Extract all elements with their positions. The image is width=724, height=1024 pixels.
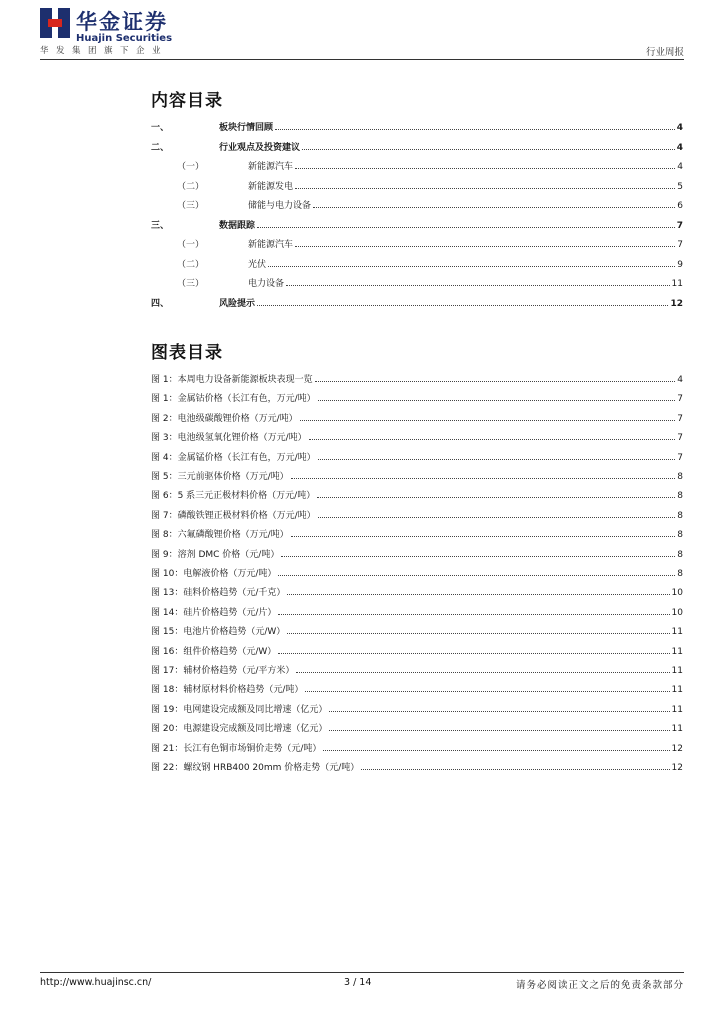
toc-entry-label: 新能源汽车 bbox=[248, 240, 294, 250]
toc-entry-label: 储能与电力设备 bbox=[248, 201, 312, 211]
figure-entry-label: 图 1：金属钴价格（长江有色，万元/吨） bbox=[151, 394, 316, 405]
dot-leader bbox=[309, 438, 676, 440]
dot-leader bbox=[278, 574, 675, 576]
figure-entry[interactable] bbox=[151, 487, 683, 501]
figure-entry[interactable] bbox=[151, 701, 683, 715]
toc-entry-number: （二） bbox=[177, 259, 205, 270]
toc-entry-number: （一） bbox=[177, 162, 205, 172]
dot-leader bbox=[361, 768, 669, 770]
figure-entry[interactable] bbox=[151, 584, 683, 598]
figure-entry[interactable] bbox=[151, 390, 683, 404]
figure-entry-label: 图 5：三元前驱体价格（万元/吨） bbox=[151, 472, 289, 482]
figure-entry-label: 图 9：溶剂 DMC 价格（元/吨） bbox=[151, 549, 280, 560]
toc-entry-page: 6 bbox=[677, 201, 683, 211]
figure-entry-page: 10 bbox=[671, 607, 683, 618]
figure-entry[interactable] bbox=[151, 681, 683, 695]
figure-entry[interactable] bbox=[151, 623, 683, 637]
figure-entry[interactable] bbox=[151, 643, 683, 657]
figure-entry[interactable] bbox=[151, 662, 683, 676]
dot-leader bbox=[300, 419, 676, 421]
toc-entry-page: 4 bbox=[677, 162, 683, 172]
brand-subtitle: 华发集团旗下企业 bbox=[40, 46, 169, 56]
dot-leader bbox=[278, 613, 669, 615]
dot-leader bbox=[302, 148, 675, 150]
brand-name-cn: 华金证券 bbox=[76, 10, 168, 34]
dot-leader bbox=[318, 399, 676, 401]
figure-entry-page: 11 bbox=[671, 646, 683, 657]
dot-leader bbox=[275, 128, 675, 130]
footer-url-link[interactable]: http://www.huajinsc.cn/ bbox=[40, 977, 152, 988]
figure-entry-page: 11 bbox=[671, 724, 683, 735]
figure-entry-page: 12 bbox=[671, 763, 683, 773]
toc-entry-number: （二） bbox=[177, 181, 205, 192]
figure-entry-page: 8 bbox=[677, 549, 683, 560]
figure-entry-page: 8 bbox=[677, 569, 683, 579]
figure-entry-page: 4 bbox=[677, 375, 683, 385]
dot-leader bbox=[257, 226, 675, 228]
footer-disclaimer: 请务必阅读正文之后的免责条款部分 bbox=[515, 980, 684, 991]
figure-entry-label: 图 10：电解液价格（万元/吨） bbox=[151, 569, 277, 579]
figure-entry-page: 11 bbox=[671, 685, 683, 696]
figure-entry-page: 8 bbox=[677, 472, 683, 482]
toc-entry-label: 板块行情回顾 bbox=[219, 123, 274, 133]
toc-entry-label: 风险提示 bbox=[219, 298, 256, 309]
page-number: 3 / 14 bbox=[344, 977, 372, 988]
dot-leader bbox=[296, 671, 669, 673]
figure-entry[interactable] bbox=[151, 604, 683, 618]
huajin-logo-icon bbox=[40, 8, 70, 38]
figure-entry-label: 图 16：组件价格趋势（元/W） bbox=[151, 646, 277, 657]
toc-entry[interactable] bbox=[151, 178, 683, 192]
figure-entry-label: 图 19：电网建设完成额及同比增速（亿元） bbox=[151, 704, 328, 715]
toc-entry[interactable] bbox=[151, 275, 683, 289]
figure-entry[interactable] bbox=[151, 410, 683, 424]
toc-entry-label: 新能源汽车 bbox=[248, 162, 294, 172]
dot-leader bbox=[278, 652, 669, 654]
dot-leader bbox=[305, 690, 669, 692]
toc-entry-number: （三） bbox=[177, 279, 205, 289]
figure-entry-page: 8 bbox=[677, 510, 683, 521]
figure-entry[interactable] bbox=[151, 720, 683, 734]
dot-leader bbox=[281, 555, 675, 557]
figure-entry[interactable] bbox=[151, 371, 683, 385]
figure-entry-label: 图 14：硅片价格趋势（元/片） bbox=[151, 607, 277, 618]
page-header bbox=[40, 6, 684, 62]
toc-entry-number: （三） bbox=[177, 201, 205, 211]
figure-entry-page: 7 bbox=[677, 413, 683, 424]
figure-entry-page: 7 bbox=[677, 394, 683, 405]
figure-entry-label: 图 2：电池级碳酸锂价格（万元/吨） bbox=[151, 413, 298, 424]
toc-entry-number: 二、 bbox=[151, 142, 170, 153]
toc-entry-page: 9 bbox=[677, 259, 683, 270]
figure-entry-label: 图 22：螺纹钢 HRB400 20mm 价格走势（元/吨） bbox=[151, 763, 360, 773]
figure-entry[interactable] bbox=[151, 468, 683, 482]
toc-entry-number: 四、 bbox=[151, 298, 170, 309]
toc-entry-page: 4 bbox=[676, 142, 683, 153]
figure-entry-page: 7 bbox=[677, 452, 683, 463]
dot-leader bbox=[291, 535, 676, 537]
figure-entry-label: 图 6：5 系三元正极材料价格（万元/吨） bbox=[151, 491, 316, 502]
footer-divider bbox=[40, 972, 684, 973]
dot-leader bbox=[315, 380, 676, 382]
figure-entry-label: 图 1：本周电力设备新能源板块表现一览 bbox=[151, 375, 313, 385]
figure-entry-page: 7 bbox=[677, 433, 683, 444]
toc-entry-number: （一） bbox=[177, 240, 205, 250]
toc-entry-number: 一、 bbox=[151, 123, 170, 133]
toc-entry-label: 新能源发电 bbox=[248, 181, 294, 192]
dot-leader bbox=[313, 206, 675, 208]
figure-entry-label: 图 4：金属锰价格（长江有色，万元/吨） bbox=[151, 452, 316, 463]
figure-entry-label: 图 21：长江有色铜市场铜价走势（元/吨） bbox=[151, 743, 322, 754]
toc-entry-page: 4 bbox=[676, 123, 683, 133]
toc-entry[interactable] bbox=[151, 119, 683, 133]
toc-entry-page: 7 bbox=[676, 220, 683, 231]
dot-leader bbox=[287, 593, 669, 595]
toc-entry[interactable] bbox=[151, 197, 683, 211]
toc-entry[interactable] bbox=[151, 256, 683, 270]
figure-entry-page: 10 bbox=[671, 588, 683, 599]
toc-entry[interactable] bbox=[151, 236, 683, 250]
toc-entry-label: 电力设备 bbox=[248, 279, 285, 289]
dot-leader bbox=[329, 729, 669, 731]
figure-entry-label: 图 3：电池级氢氧化锂价格（万元/吨） bbox=[151, 433, 307, 444]
dot-leader bbox=[295, 245, 675, 247]
figure-entry-label: 图 18：辅材原材料价格趋势（元/吨） bbox=[151, 685, 304, 696]
toc-entry[interactable] bbox=[151, 158, 683, 172]
dot-leader bbox=[291, 477, 676, 479]
toc-entry[interactable] bbox=[151, 217, 683, 231]
dot-leader bbox=[323, 749, 669, 751]
figure-entry-label: 图 8：六氟磷酸锂价格（万元/吨） bbox=[151, 530, 289, 541]
figure-entry-page: 8 bbox=[677, 530, 683, 541]
dot-leader bbox=[268, 265, 675, 267]
figure-entry-label: 图 13：硅料价格趋势（元/千克） bbox=[151, 588, 286, 599]
figure-entry-page: 11 bbox=[671, 627, 683, 638]
toc-entry-label: 光伏 bbox=[248, 259, 267, 270]
figure-entry-page: 12 bbox=[671, 743, 683, 754]
figure-entry-page: 8 bbox=[677, 491, 683, 502]
figure-entry-label: 图 20：电源建设完成额及同比增速（亿元） bbox=[151, 724, 328, 735]
toc-title: 内容目录 bbox=[151, 91, 223, 111]
dot-leader bbox=[295, 167, 675, 169]
figure-entry[interactable] bbox=[151, 526, 683, 540]
toc-entry-label: 数据跟踪 bbox=[219, 220, 256, 231]
toc-entry-page: 11 bbox=[671, 279, 683, 289]
figure-entry[interactable] bbox=[151, 449, 683, 463]
toc-entry-page: 7 bbox=[677, 240, 683, 250]
figure-entry-label: 图 7：磷酸铁锂正极材料价格（万元/吨） bbox=[151, 510, 316, 521]
report-type: 行业周报 bbox=[645, 47, 684, 58]
dot-leader bbox=[317, 496, 675, 498]
dot-leader bbox=[287, 632, 669, 634]
figure-entry[interactable] bbox=[151, 565, 683, 579]
figure-entry[interactable] bbox=[151, 429, 683, 443]
figure-entry-page: 11 bbox=[671, 704, 683, 715]
dot-leader bbox=[286, 284, 670, 286]
figures-title: 图表目录 bbox=[151, 343, 223, 363]
figure-entry-page: 11 bbox=[671, 666, 683, 676]
dot-leader bbox=[318, 458, 676, 460]
figure-entry[interactable] bbox=[151, 546, 683, 560]
header-divider bbox=[40, 59, 684, 60]
toc-entry[interactable] bbox=[151, 139, 683, 153]
figure-entry[interactable] bbox=[151, 759, 683, 773]
dot-leader bbox=[329, 710, 669, 712]
toc-entry-page: 5 bbox=[677, 181, 683, 192]
toc-entry-page: 12 bbox=[670, 298, 683, 309]
figure-entry[interactable] bbox=[151, 507, 683, 521]
dot-leader bbox=[318, 516, 676, 518]
figure-entry[interactable] bbox=[151, 740, 683, 754]
brand-name-en: Huajin Securities bbox=[76, 33, 173, 44]
figure-entry-label: 图 15：电池片价格趋势（元/W） bbox=[151, 627, 286, 638]
toc-entry-number: 三、 bbox=[151, 220, 170, 231]
toc-entry-label: 行业观点及投资建议 bbox=[219, 142, 301, 153]
toc-entry[interactable] bbox=[151, 295, 683, 309]
dot-leader bbox=[295, 187, 675, 189]
dot-leader bbox=[257, 304, 668, 306]
figure-entry-label: 图 17：辅材价格趋势（元/平方米） bbox=[151, 666, 295, 676]
